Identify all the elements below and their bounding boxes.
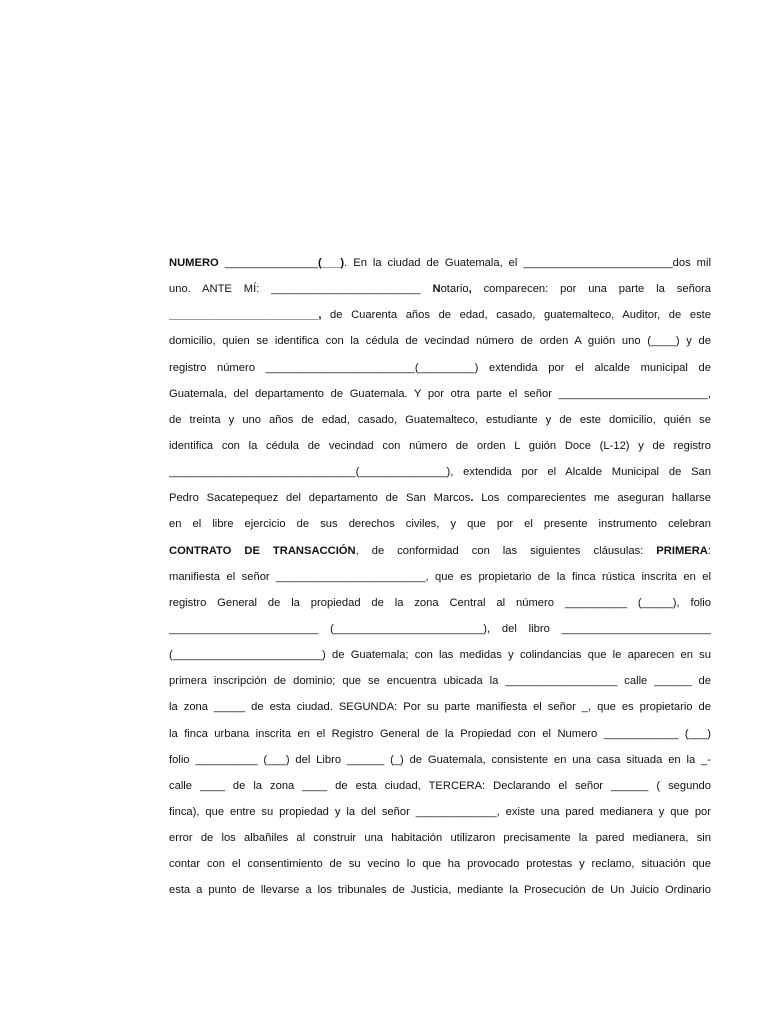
text-run: (________________________) de Guatemala; con las medidas y colindancias que le aparecen en su xyxy=(169,649,711,662)
document-line xyxy=(169,360,711,386)
bold-text-run: . xyxy=(470,492,474,505)
document-line xyxy=(169,255,711,281)
document-line xyxy=(169,882,711,908)
text-run: de treinta y uno años de edad, casado, Guatemalteco, estudiante y de este domicilio, quién se xyxy=(169,413,711,426)
text-run: de Cuarenta años de edad, casado, guatemalteco, Auditor, de este xyxy=(321,309,711,322)
document-line xyxy=(169,699,711,725)
text-run: ______________________________(______________), extendida por el Alcalde Municipal de San xyxy=(169,466,711,479)
document-line xyxy=(169,856,711,882)
bold-text-run: N xyxy=(432,283,441,296)
bold-text-run: , xyxy=(318,309,322,322)
text-run: Guatemala, del departamento de Guatemala. Y por otra parte el señor ________________________, xyxy=(169,387,711,400)
document-line xyxy=(169,752,711,778)
text-run: : xyxy=(707,544,711,557)
document-line xyxy=(169,673,711,699)
text-run: registro General de la propiedad de la zona Central al número __________ (_____), folio xyxy=(169,596,711,609)
document-line xyxy=(169,281,711,307)
text-run: , de conformidad con las siguientes cláusulas: xyxy=(355,544,657,557)
document-line xyxy=(169,621,711,647)
bold-text-run: , xyxy=(468,283,472,296)
document-line xyxy=(169,595,711,621)
text-run: ________________________ (________________________), del libro ________________________ xyxy=(169,622,711,635)
document-line xyxy=(169,778,711,804)
document-line xyxy=(169,412,711,438)
document-body xyxy=(169,255,711,909)
bold-text-run: CONTRATO DE TRANSACCIÓN xyxy=(169,544,356,557)
document-line xyxy=(169,569,711,595)
text-run: otario xyxy=(440,283,469,296)
text-run: la zona _____ de esta ciudad. SEGUNDA: Por su parte manifiesta el señor _, que es propietario de xyxy=(169,701,711,714)
text-run: folio __________ (___) del Libro ______ (_) de Guatemala, consistente en una casa situada en la _- xyxy=(169,753,711,766)
text-run: en el libre ejercicio de sus derechos civiles, y que por el presente instrumento celebran xyxy=(169,518,711,531)
text-run: uno. ANTE MÍ: ________________________ xyxy=(169,283,433,296)
bold-text-run: (___) xyxy=(318,257,345,269)
document-line xyxy=(169,830,711,856)
bold-text-run: PRIMERA xyxy=(656,544,708,557)
text-run: esta a punto de llevarse a los tribunales de Justicia, mediante la Prosecución de Un Juicio Ordinario xyxy=(169,884,711,897)
text-run: domicilio, quien se identifica con la cédula de vecindad número de orden A guión uno (____) y de xyxy=(169,335,711,348)
text-run: registro número ________________________(_________) extendida por el alcalde municipal de xyxy=(169,361,711,374)
document-line xyxy=(169,647,711,673)
document-line xyxy=(169,307,711,333)
text-run: _______________ xyxy=(218,257,319,269)
text-run: la finca urbana inscrita en el Registro General de la Propiedad con el Numero ____________ (___) xyxy=(169,727,711,740)
document-line xyxy=(169,464,711,490)
bold-text-run: NUMERO xyxy=(169,257,219,269)
text-run: . En la ciudad de Guatemala, el ________________________dos mil xyxy=(344,257,711,269)
document-line xyxy=(169,726,711,752)
document-line xyxy=(169,543,711,569)
document-line xyxy=(169,804,711,830)
document-line xyxy=(169,333,711,359)
text-run: comparecen: por una parte la señora xyxy=(471,283,711,296)
text-run: calle ____ de la zona ____ de esta ciudad, TERCERA: Declarando el señor ______ ( segundo xyxy=(169,779,711,792)
text-run: manifiesta el señor ________________________, que es propietario de la finca rústica inscrita en el xyxy=(169,570,711,583)
document-line xyxy=(169,438,711,464)
document-line xyxy=(169,386,711,412)
bold-text-run: ________________________ xyxy=(169,309,319,322)
document-line xyxy=(169,516,711,542)
text-run: finca), que entre su propiedad y la del señor _____________, existe una pared medianera y que por xyxy=(169,805,711,818)
text-run: Los comparecientes me aseguran hallarse xyxy=(473,492,711,505)
text-run: primera inscripción de dominio; que se encuentra ubicada la __________________ calle ______ de xyxy=(169,675,711,688)
text-run: identifica con la cédula de vecindad con número de orden L guión Doce (L-12) y de registro xyxy=(169,439,711,452)
text-run: contar con el consentimiento de su vecino lo que ha provocado protestas y reclamo, situación que xyxy=(169,858,711,871)
document-line xyxy=(169,490,711,516)
text-run: error de los albañiles al construir una habitación utilizaron precisamente la pared medianera, sin xyxy=(169,832,711,845)
text-run: Pedro Sacatepequez del departamento de San Marcos xyxy=(169,492,471,505)
